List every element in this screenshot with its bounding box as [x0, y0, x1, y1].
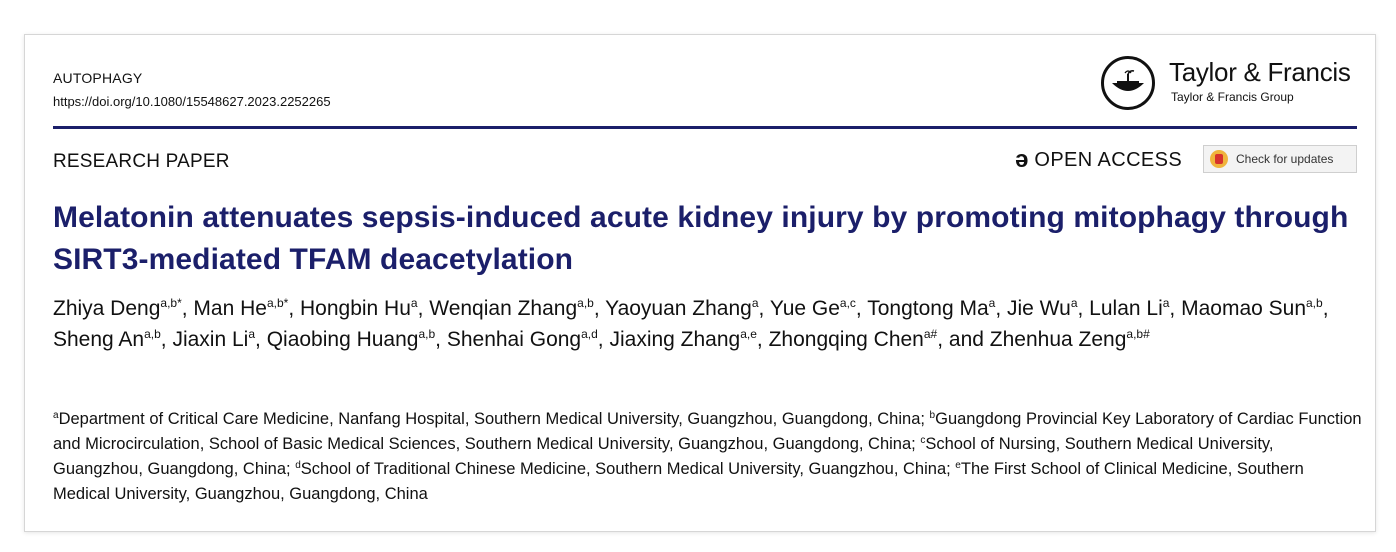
author-affiliation-marker: a,b*: [266, 296, 289, 310]
author-name-text: Tongtong Ma: [867, 297, 989, 320]
article-type: RESEARCH PAPER: [53, 151, 230, 172]
author-name-text: Hongbin Hu: [299, 297, 411, 320]
author-name-text: Qiaobing Huang: [266, 328, 419, 351]
author-name[interactable]: [267, 328, 435, 351]
publisher-name[interactable]: Taylor & Francis: [1169, 57, 1351, 87]
author-separator: ,: [255, 328, 267, 351]
affiliation-marker: b: [929, 410, 936, 421]
author-name[interactable]: [605, 297, 758, 320]
affiliation-text: Guangdong Provincial Key Laboratory of Cardiac Function and Microcirculation, School of Basic Medical Sciences, Southern Medical University, Guangzhou, Guangdong, China;: [53, 410, 1362, 453]
author-affiliation-marker: a,b: [418, 327, 436, 341]
author-affiliation-marker: a,c: [839, 296, 856, 310]
author-separator: ,: [995, 297, 1007, 320]
author-name[interactable]: [193, 297, 288, 320]
author-separator: ,: [756, 328, 769, 351]
author-affiliation-marker: a,b: [1306, 296, 1323, 310]
lamp-icon: [1101, 56, 1155, 110]
author-name-text: Zhenhua Zeng: [989, 328, 1127, 351]
affiliation-text: School of Traditional Chinese Medicine, Southern Medical University, Guangzhou, China;: [300, 460, 956, 478]
author-separator: ,: [160, 328, 173, 351]
author-affiliation-marker: a: [410, 296, 418, 310]
author-name[interactable]: [1181, 297, 1323, 320]
author-separator: ,: [417, 297, 430, 320]
author-name[interactable]: [447, 328, 598, 351]
affiliation-marker: c: [920, 435, 926, 446]
author-name[interactable]: [1089, 297, 1169, 320]
author-name-text: Maomao Sun: [1181, 297, 1306, 320]
journal-name: AUTOPHAGY: [53, 70, 143, 86]
author-separator: ,: [855, 297, 868, 320]
author-affiliation-marker: a: [1162, 296, 1170, 310]
author-affiliation-marker: a,b: [144, 327, 161, 341]
author-separator: ,: [1322, 297, 1329, 320]
affiliation-text: Department of Critical Care Medicine, Nanfang Hospital, Southern Medical University, Guangzhou, Guangdong, China;: [58, 410, 930, 428]
author-name[interactable]: [770, 297, 856, 320]
affiliation-marker: d: [295, 460, 301, 471]
author-separator: ,: [181, 297, 194, 320]
author-name-text: Jiaxing Zhang: [609, 328, 741, 351]
author-affiliation-marker: a#: [923, 327, 938, 341]
bookmark-icon: [1210, 150, 1228, 168]
open-lock-icon: ə: [1015, 146, 1029, 173]
author-affiliation-marker: a: [751, 296, 759, 310]
author-name-text: Yue Ge: [769, 297, 840, 320]
author-affiliation-marker: a,e: [740, 327, 757, 341]
author-separator: , and: [937, 328, 990, 351]
author-separator: ,: [1169, 297, 1182, 320]
author-name-text: Lulan Li: [1089, 297, 1163, 320]
author-separator: ,: [1077, 297, 1090, 320]
author-name-text: Jiaxin Li: [172, 328, 249, 351]
author-name[interactable]: [53, 328, 161, 351]
author-list: [53, 293, 1363, 355]
author-affiliation-marker: a: [248, 327, 256, 341]
author-name-text: Shenhai Gong: [446, 328, 582, 351]
check-for-updates-button[interactable]: [1203, 145, 1357, 173]
author-name-text: Wenqian Zhang: [429, 297, 578, 320]
author-affiliation-marker: a,b: [577, 296, 594, 310]
affiliation-item: [295, 460, 955, 478]
author-name-text: Sheng An: [53, 328, 145, 351]
author-name-text: Zhongqing Chen: [768, 328, 924, 351]
publisher-group: Taylor & Francis Group: [1171, 90, 1294, 104]
author-separator: ,: [597, 328, 610, 351]
author-separator: ,: [758, 297, 770, 320]
author-affiliation-marker: a,b*: [160, 296, 182, 310]
author-name-text: Jie Wu: [1007, 297, 1071, 320]
author-separator: ,: [288, 297, 300, 320]
author-name[interactable]: [53, 297, 182, 320]
author-name-text: Zhiya Deng: [53, 297, 161, 320]
author-name[interactable]: [990, 328, 1150, 351]
author-affiliation-marker: a: [988, 296, 996, 310]
author-name[interactable]: [429, 297, 594, 320]
affiliation-marker: e: [955, 460, 961, 471]
author-name-text: Yaoyuan Zhang: [605, 297, 752, 320]
affiliation-text: School of Nursing, Southern Medical University, Guangzhou, Guangdong, China;: [53, 435, 1274, 478]
author-affiliation-marker: a,d: [581, 327, 598, 341]
author-name-text: Man He: [193, 297, 267, 320]
author-name[interactable]: [1007, 297, 1078, 320]
article-title: Melatonin attenuates sepsis-induced acute kidney injury by promoting mitophagy through SIRT3-mediated TFAM deacetylation: [53, 201, 1349, 276]
open-access-label: OPEN ACCESS: [1034, 148, 1183, 171]
author-separator: ,: [435, 328, 447, 351]
header-divider: [53, 126, 1357, 129]
paper-page: [24, 34, 1376, 532]
open-access-badge: [1015, 148, 1182, 172]
author-affiliation-marker: a: [1070, 296, 1078, 310]
affiliation-marker: a: [53, 410, 59, 421]
author-affiliation-marker: a,b#: [1126, 327, 1150, 341]
doi-link[interactable]: https://doi.org/10.1080/15548627.2023.2252265: [53, 94, 331, 109]
check-for-updates-label: Check for updates: [1236, 152, 1334, 166]
author-separator: ,: [593, 297, 606, 320]
affiliation-list: [53, 407, 1363, 507]
author-name[interactable]: [609, 328, 756, 351]
affiliation-item: [53, 410, 930, 428]
author-name[interactable]: [300, 297, 418, 320]
author-name[interactable]: [172, 328, 255, 351]
affiliation-text: The First School of Clinical Medicine, Southern Medical University, Guangzhou, Guangdong, China: [53, 460, 1304, 503]
author-name[interactable]: [867, 297, 995, 320]
author-name[interactable]: [769, 328, 938, 351]
